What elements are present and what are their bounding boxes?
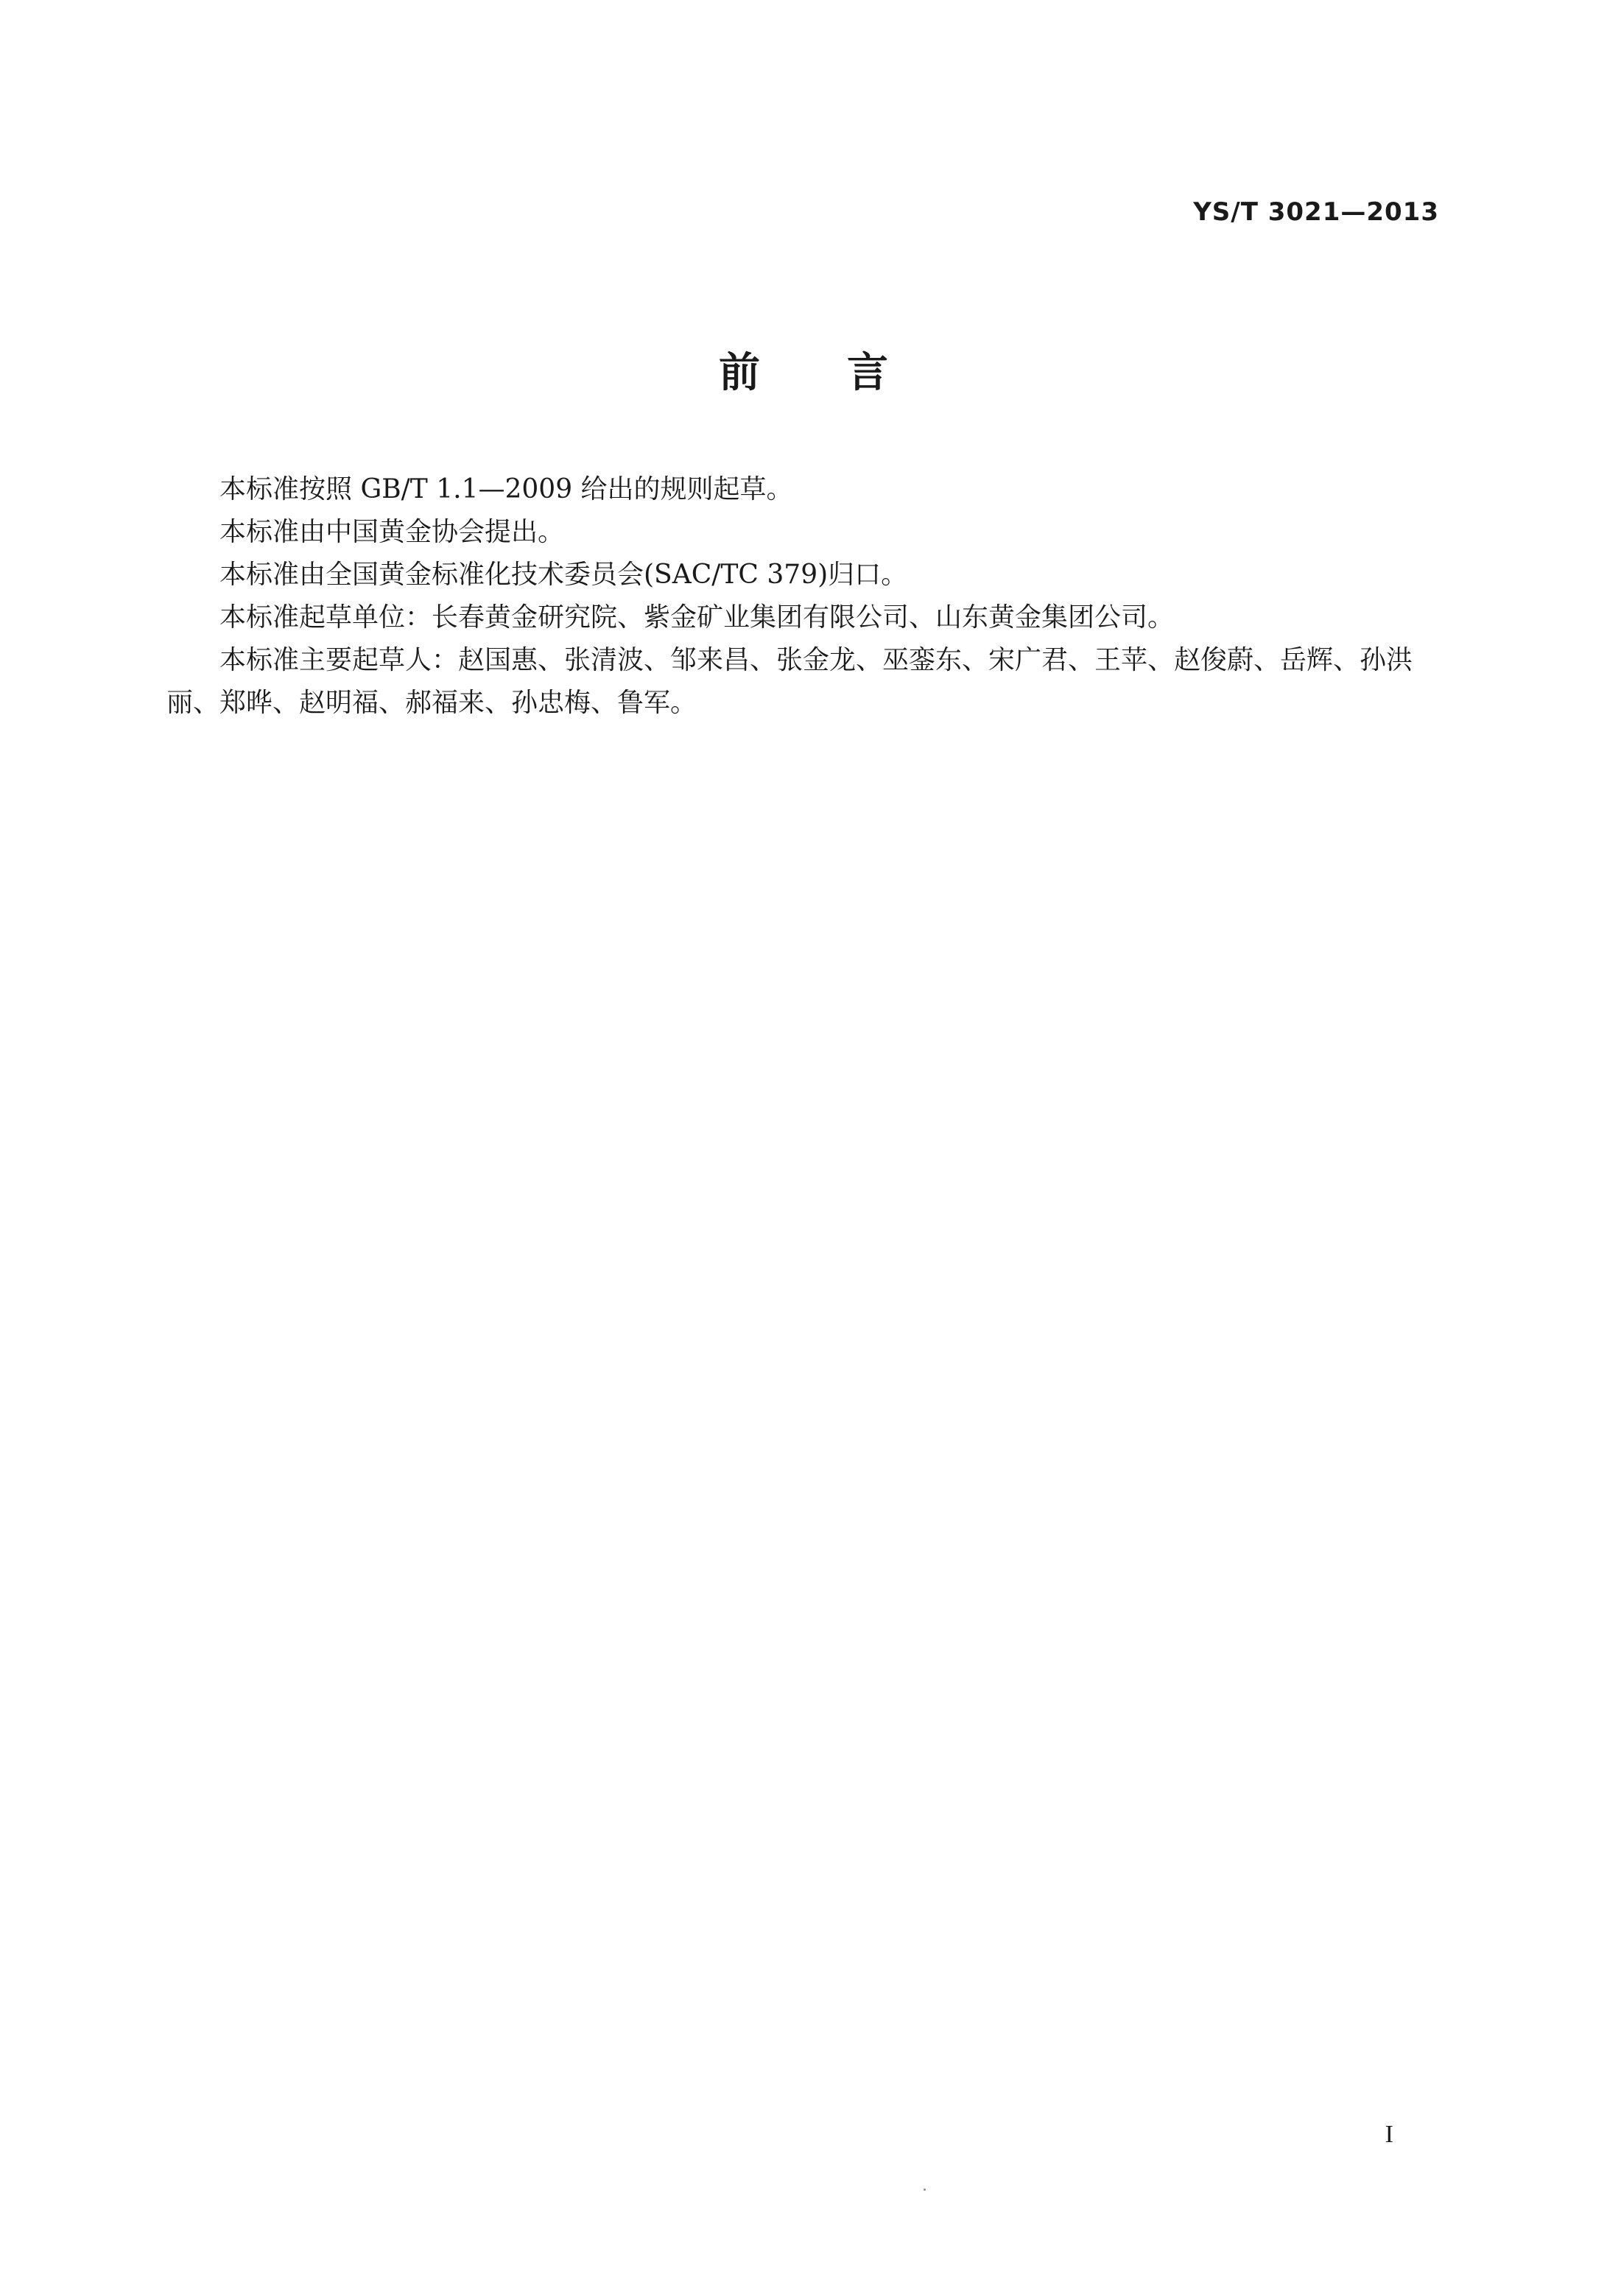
- page-number: I: [1385, 2121, 1393, 2148]
- paragraph-drafting-rules: 本标准按照 GB/T 1.1—2009 给出的规则起草。: [219, 474, 793, 504]
- paragraph-proposer: 本标准由中国黄金协会提出。: [219, 517, 565, 547]
- paragraph-committee: 本标准由全国黄金标准化技术委员会(SAC/TC 379)归口。: [219, 560, 908, 590]
- page-title: 前言: [719, 349, 975, 397]
- scan-speck: [924, 2188, 926, 2191]
- standard-code: YS/T 3021—2013: [1193, 197, 1439, 227]
- paragraph-drafting-units: 本标准起草单位：长春黄金研究院、紫金矿业集团有限公司、山东黄金集团公司。: [219, 602, 1175, 633]
- foreword-body: [166, 468, 1451, 725]
- paragraph-drafters: 本标准主要起草人：赵国惠、张清波、邹来昌、张金龙、巫銮东、宋广君、王苹、赵俊蔚、岳辉、孙洪丽、郑晔、赵明福、郝福来、孙忠梅、鲁军。: [166, 645, 1413, 718]
